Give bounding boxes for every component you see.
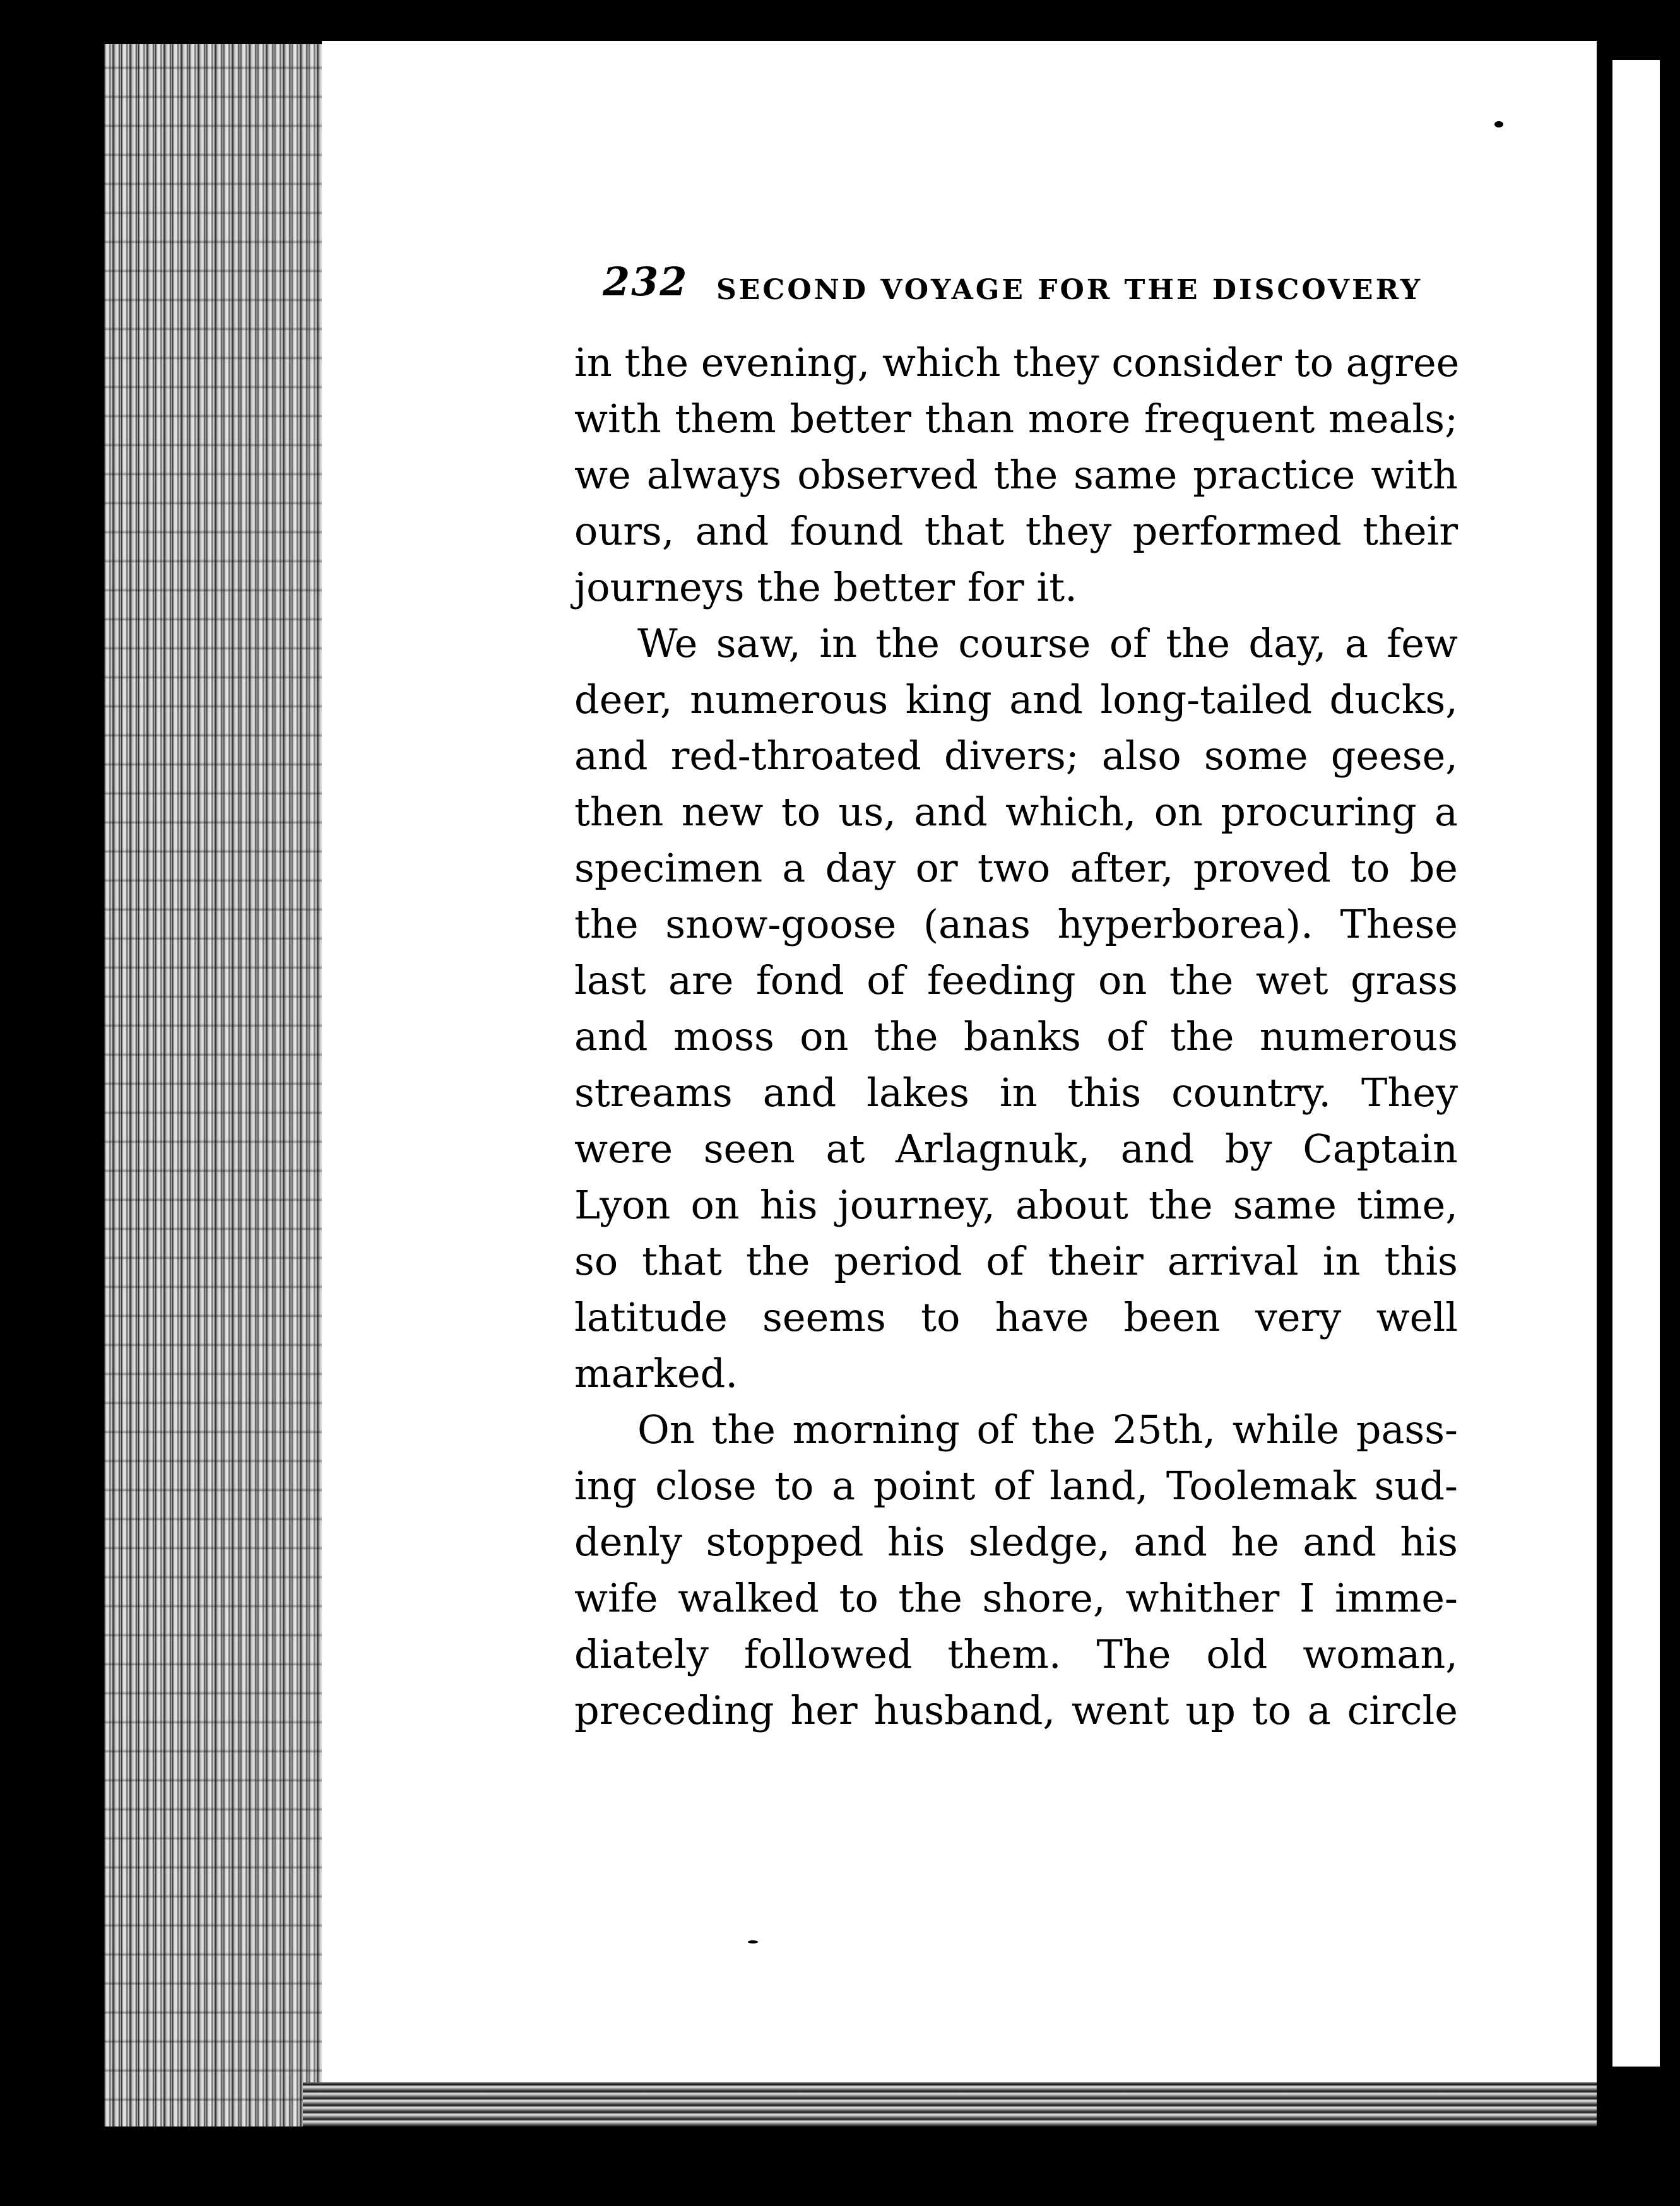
facing-page-edge <box>1612 60 1660 2067</box>
gutter <box>1598 38 1612 2120</box>
ink-speck <box>1494 121 1503 127</box>
page-number: 232 <box>603 259 689 305</box>
text-line: we always observed the same practice with <box>574 452 1458 498</box>
text-line: denly stopped his sledge, and he and his <box>574 1519 1458 1565</box>
text-line: then new to us, and which, on procuring a <box>574 789 1458 835</box>
running-head <box>603 259 1423 316</box>
text-line: the snow-goose (anas hyperborea). These <box>574 901 1458 947</box>
text-line: were seen at Arlagnuk, and by Captain <box>574 1126 1458 1172</box>
text-line: Lyon on his journey, about the same time, <box>574 1182 1458 1228</box>
ink-speck <box>748 1940 758 1944</box>
text-line: and red-throated divers; also some geese, <box>574 733 1458 779</box>
text-line: ing close to a point of land, Toolemak sud- <box>574 1463 1458 1509</box>
running-head-title: SECOND VOYAGE FOR THE DISCOVERY <box>716 274 1423 306</box>
text-line: so that the period of their arrival in this <box>574 1238 1458 1284</box>
body-text <box>574 334 1458 1738</box>
text-line: with them better than more frequent meals; <box>574 396 1458 442</box>
paragraph <box>574 334 1458 615</box>
paragraph <box>574 615 1458 1401</box>
text-line: marked. <box>574 1350 738 1396</box>
text-line: last are fond of feeding on the wet grass <box>574 957 1458 1003</box>
text-line: journeys the better for it. <box>574 564 1077 610</box>
text-line: On the morning of the 25th, while pass- <box>637 1407 1458 1453</box>
text-line: preceding her husband, went up to a circle <box>574 1687 1458 1733</box>
text-line: We saw, in the course of the day, a few <box>637 620 1458 666</box>
text-line: diately followed them. The old woman, <box>574 1631 1458 1677</box>
text-line: streams and lakes in this country. They <box>574 1070 1458 1116</box>
page-bottom-edge <box>303 2082 1597 2126</box>
text-line: latitude seems to have been very well <box>574 1294 1458 1340</box>
text-line: wife walked to the shore, whither I imme- <box>574 1575 1458 1621</box>
paragraph <box>574 1401 1458 1738</box>
text-line: in the evening, which they consider to agree <box>574 339 1460 386</box>
text-line: deer, numerous king and long-tailed ducks, <box>574 676 1458 723</box>
text-line: specimen a day or two after, proved to be <box>574 845 1458 891</box>
page-block-edges <box>104 44 331 2126</box>
text-line: ours, and found that they performed their <box>574 508 1458 554</box>
text-line: and moss on the banks of the numerous <box>574 1013 1458 1059</box>
